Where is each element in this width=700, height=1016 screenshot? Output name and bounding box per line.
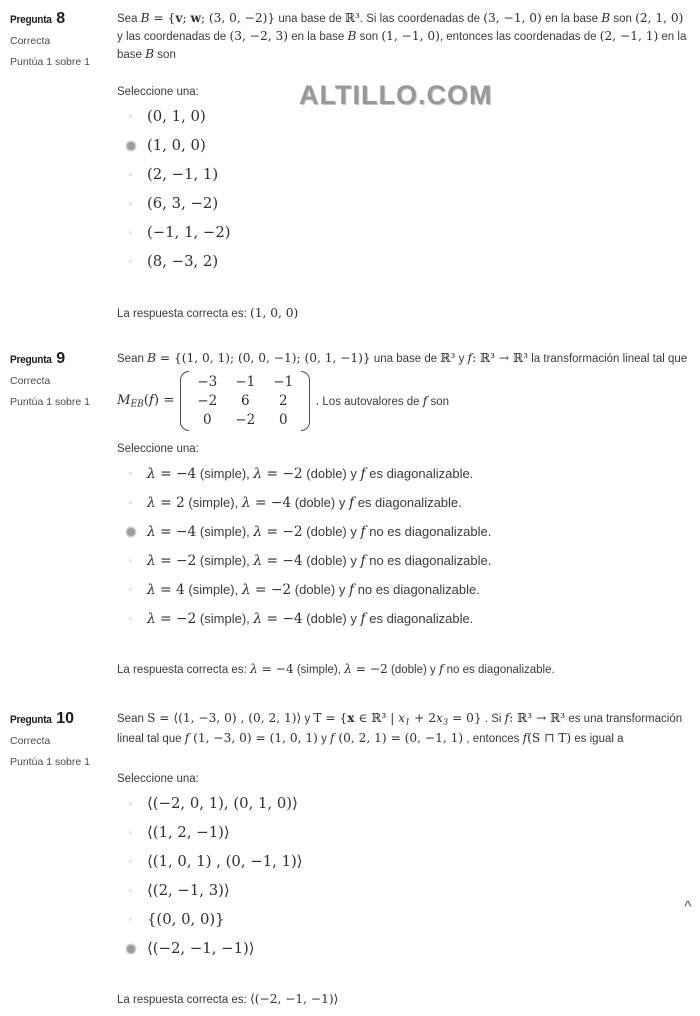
altillo-watermark: ALTILLO.COM bbox=[299, 80, 493, 110]
question-info-panel bbox=[0, 348, 117, 676]
radio-icon[interactable] bbox=[125, 197, 138, 210]
radio-icon[interactable] bbox=[125, 467, 138, 480]
options-list bbox=[117, 789, 692, 963]
status-badge: Correcta bbox=[10, 35, 51, 47]
answer-prefix: La respuesta correcta es: bbox=[117, 664, 250, 676]
radio-icon[interactable] bbox=[125, 496, 138, 509]
option-label: λ = 4 (simple), λ = −2 (doble) y f no es diagonalizable. bbox=[147, 581, 480, 598]
answer-option[interactable] bbox=[117, 604, 692, 633]
answer-option[interactable] bbox=[117, 189, 692, 218]
radio-icon[interactable] bbox=[125, 884, 138, 897]
answer-option[interactable] bbox=[117, 131, 692, 160]
question-label: Pregunta bbox=[10, 354, 52, 366]
option-label: ⟨(2, −1, 3)⟩ bbox=[147, 882, 230, 900]
radio-selected-icon[interactable] bbox=[125, 525, 138, 538]
answer-prefix: La respuesta correcta es: bbox=[117, 308, 250, 320]
option-label: ⟨(−2, 0, 1), (0, 1, 0)⟩ bbox=[147, 795, 298, 813]
question-10 bbox=[0, 708, 700, 1006]
answer-option[interactable] bbox=[117, 876, 692, 905]
radio-icon[interactable] bbox=[125, 226, 138, 239]
answer-option[interactable] bbox=[117, 160, 692, 189]
radio-icon[interactable] bbox=[125, 826, 138, 839]
question-info-panel bbox=[0, 708, 117, 1006]
answer-option[interactable] bbox=[117, 575, 692, 604]
question-text: Sea B = {v; w; (3, 0, −2)} una base de ℝ³. Si las coordenadas de (3, −1, 0) en la base B son (2, 1, 0) y las coordenadas de (3, −2, 3) en la base B son (1, −1, 0), entonces las coordenadas de (2, −1, 1) en la base B son bbox=[117, 11, 687, 61]
answer-option[interactable] bbox=[117, 517, 692, 546]
question-text: Sean B = {(1, 0, 1); (0, 0, −1); (0, 1, −1)} una base de ℝ³ y f: ℝ³ → ℝ³ la transformación lineal tal que bbox=[117, 351, 688, 365]
answer-value: (1, 0, 0) bbox=[249, 306, 299, 320]
answer-option[interactable] bbox=[117, 847, 692, 876]
radio-selected-icon[interactable] bbox=[125, 942, 138, 955]
question-number: Pregunta 8 bbox=[10, 10, 66, 27]
answer-option[interactable] bbox=[117, 488, 692, 517]
grade-text: Puntúa 1 sobre 1 bbox=[10, 56, 90, 68]
answer-option[interactable] bbox=[117, 818, 692, 847]
status-badge: Correcta bbox=[10, 375, 51, 387]
question-9 bbox=[0, 348, 700, 676]
option-label: (6, 3, −2) bbox=[147, 195, 219, 212]
answer-value: λ = −4 (simple), λ = −2 (doble) y f no es diagonalizable. bbox=[249, 662, 555, 676]
answer-option[interactable] bbox=[117, 247, 692, 276]
question-8 bbox=[0, 8, 700, 320]
radio-icon[interactable] bbox=[125, 913, 138, 926]
right-paren bbox=[301, 371, 310, 431]
option-label: ⟨(1, 2, −1)⟩ bbox=[147, 824, 230, 842]
select-one-label: Seleccione una: bbox=[117, 773, 199, 786]
option-label: ⟨(−2, −1, −1)⟩ bbox=[147, 940, 255, 958]
radio-icon[interactable] bbox=[125, 168, 138, 181]
option-label: (−1, 1, −2) bbox=[147, 224, 231, 241]
question-number: Pregunta 9 bbox=[10, 350, 66, 367]
matrix-values: −3 −1 −1 −2 6 2 0 −2 0 bbox=[197, 374, 294, 428]
question-label: Pregunta bbox=[10, 714, 52, 726]
question-info-panel bbox=[0, 8, 117, 320]
option-label: (0, 1, 0) bbox=[147, 108, 206, 125]
select-one-label: Seleccione una: bbox=[117, 443, 199, 455]
option-label: λ = −2 (simple), λ = −4 (doble) y f no es diagonalizable. bbox=[147, 552, 492, 569]
grade-text: Puntúa 1 sobre 1 bbox=[10, 756, 90, 768]
answer-prefix: La respuesta correcta es: bbox=[117, 994, 250, 1007]
matrix-equation bbox=[117, 370, 692, 432]
answer-option[interactable] bbox=[117, 102, 692, 131]
radio-icon[interactable] bbox=[125, 255, 138, 268]
radio-icon[interactable] bbox=[125, 797, 138, 810]
question-number: Pregunta 10 bbox=[10, 710, 75, 727]
grade-text: Puntúa 1 sobre 1 bbox=[10, 396, 90, 408]
options-list bbox=[117, 102, 692, 276]
options-list bbox=[117, 459, 692, 633]
question-label: Pregunta bbox=[10, 14, 52, 26]
radio-icon[interactable] bbox=[125, 110, 138, 123]
answer-option[interactable] bbox=[117, 459, 692, 488]
answer-option[interactable] bbox=[117, 789, 692, 818]
radio-selected-icon[interactable] bbox=[125, 139, 138, 152]
answer-option[interactable] bbox=[117, 905, 692, 934]
answer-option[interactable] bbox=[117, 546, 692, 575]
option-label: (1, 0, 0) bbox=[147, 137, 206, 154]
option-label: λ = −4 (simple), λ = −2 (doble) y f es diagonalizable. bbox=[147, 465, 474, 482]
radio-icon[interactable] bbox=[125, 855, 138, 868]
option-label: λ = −2 (simple), λ = −4 (doble) y f es diagonalizable. bbox=[147, 610, 474, 627]
question-text: Sean S = ⟨(1, −3, 0) , (0, 2, 1)⟩ y T = {x ∈ ℝ³ | $x_1 + 2x_3 = 0$} . Si f: ℝ³ → ℝ³ es una transformación lineal tal que f (1, −3, 0) = (1, 0, 1) y f (0, 2, 1) = (0, −1, 1) , entonces f(S ⊓ T) es igual a bbox=[117, 711, 683, 746]
option-label: λ = −4 (simple), λ = −2 (doble) y f no es diagonalizable. bbox=[147, 523, 492, 540]
answer-value: ⟨(−2, −1, −1)⟩ bbox=[249, 992, 339, 1007]
matrix-prefix: $M_{EB}(f)$ = bbox=[117, 392, 175, 410]
select-one-label: Seleccione una: bbox=[117, 86, 199, 98]
option-label: ⟨(1, 0, 1) , (0, −1, 1)⟩ bbox=[147, 853, 303, 871]
correct-answer bbox=[117, 662, 692, 676]
option-label: (2, −1, 1) bbox=[147, 166, 219, 183]
option-label: (8, −3, 2) bbox=[147, 253, 219, 270]
answer-option[interactable] bbox=[117, 934, 692, 963]
radio-icon[interactable] bbox=[125, 612, 138, 625]
option-label: λ = 2 (simple), λ = −4 (doble) y f es diagonalizable. bbox=[147, 494, 462, 511]
left-paren bbox=[180, 371, 189, 431]
back-to-top-icon[interactable]: ^ bbox=[684, 898, 692, 913]
matrix-suffix: . Los autovalores de f son bbox=[315, 394, 450, 408]
correct-answer bbox=[117, 306, 692, 320]
radio-icon[interactable] bbox=[125, 583, 138, 596]
correct-answer bbox=[117, 992, 692, 1006]
radio-icon[interactable] bbox=[125, 554, 138, 567]
answer-option[interactable] bbox=[117, 218, 692, 247]
status-badge: Correcta bbox=[10, 735, 51, 747]
option-label: {(0, 0, 0)} bbox=[147, 911, 225, 929]
